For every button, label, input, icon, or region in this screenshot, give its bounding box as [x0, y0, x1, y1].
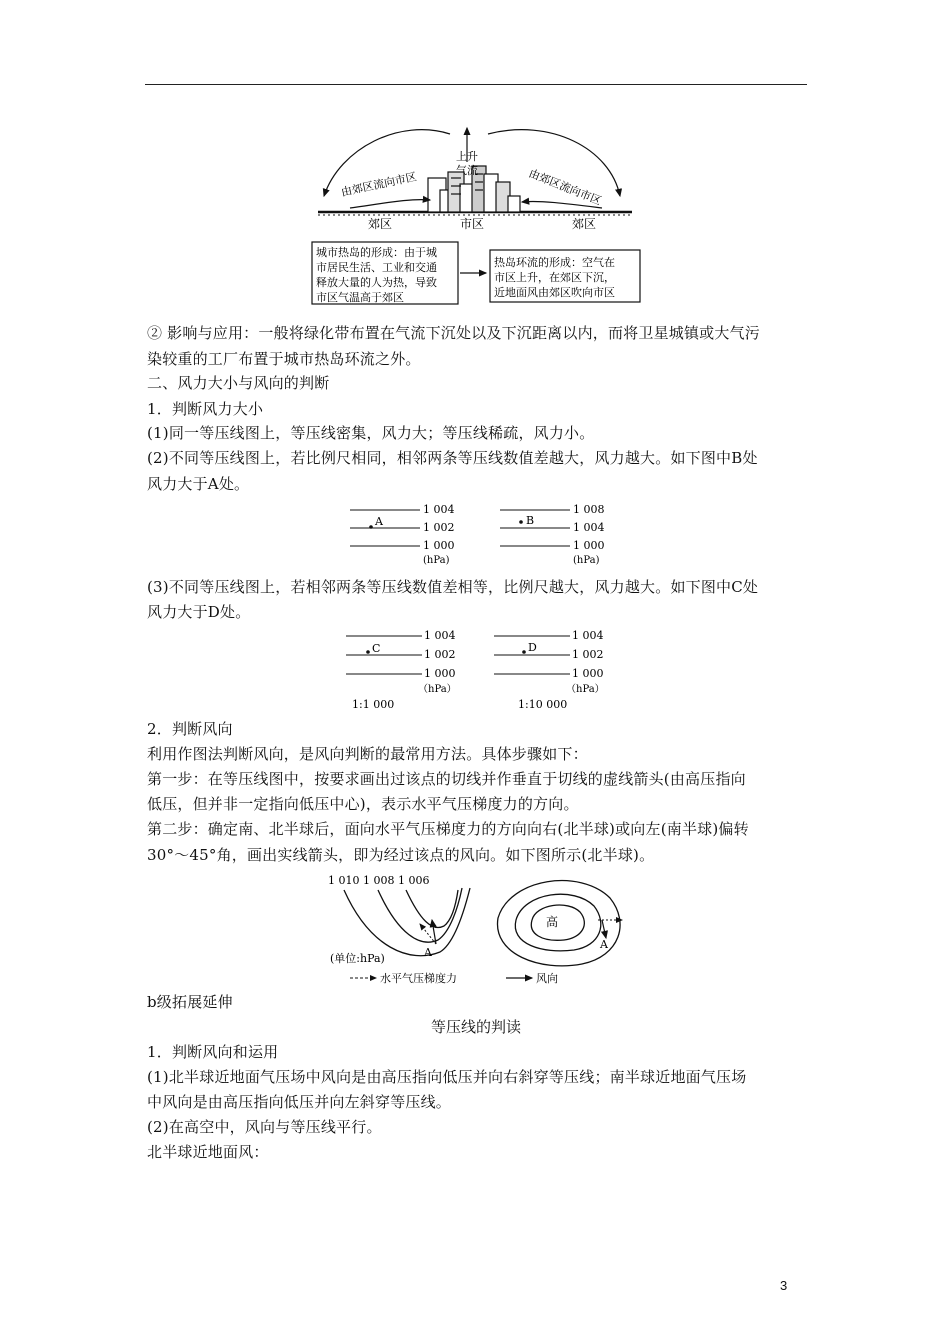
header-rule	[145, 84, 807, 85]
isobar-value: 1 008	[573, 503, 605, 516]
step-2-line-2: 30°～45°角，画出实线箭头，即为经过该点的风向。如下图所示(北半球)。	[147, 846, 655, 864]
point-d-label: D	[528, 641, 537, 654]
ground-right-label: 郊区	[572, 217, 597, 231]
paragraph-b1-b: 中风向是由高压指向低压并向左斜穿等压线。	[147, 1093, 452, 1111]
ground-center-label: 市区	[460, 217, 485, 231]
box-left-line: 市区气温高于郊区	[316, 291, 404, 304]
point-a-label-right: A	[600, 938, 608, 951]
box-left-line: 市居民生活、工业和交通	[316, 261, 437, 274]
isobar-value: 1 000	[572, 667, 604, 680]
point-a-dot	[369, 525, 373, 529]
paragraph-b2: (2)在高空中，风向与等压线平行。	[147, 1118, 382, 1136]
isobar-cd-figure	[340, 628, 630, 714]
box-left-line: 城市热岛的形成：由于城	[316, 246, 437, 259]
heat-island-figure	[310, 118, 650, 308]
point-c-label: C	[372, 642, 381, 655]
paragraph-1-3b: 风力大于D处。	[147, 603, 251, 621]
section-2-heading: 二、风力大小与风向的判断	[147, 374, 330, 392]
point-d-dot	[522, 650, 526, 654]
legend-gradient-label: 水平气压梯度力	[380, 972, 457, 985]
isobar-unit: (hPa)	[573, 555, 600, 566]
wind-direction-figure	[320, 868, 640, 988]
scale-label: 1:10 000	[518, 698, 568, 711]
isobar-unit: （hPa）	[418, 684, 457, 695]
isobar-reading-title: 等压线的判读	[430, 1018, 521, 1036]
subheading-wind-force: 1．判断风力大小	[147, 400, 264, 418]
isobar-ab-figure	[345, 500, 615, 568]
point-c-dot	[366, 650, 370, 654]
step-2-line-1: 第二步：确定南、北半球后，面向水平气压梯度力的方向向右(北半球)或向左(南半球)偏转	[147, 820, 749, 838]
influence-paragraph-1: ② 影响与应用：一般将绿化带布置在气流下沉处以及下沉距离以内，而将卫星城镇或大气污	[147, 324, 760, 342]
rise-label-1: 上升	[456, 150, 478, 163]
subheading-judge-wind: 1．判断风向和运用	[147, 1043, 279, 1061]
box-left-line: 释放大量的人为热，导致	[316, 276, 437, 289]
box-right-line: 市区上升，在郊区下沉，	[494, 271, 615, 284]
paragraph-1-1: (1)同一等压线图上，等压线密集，风力大；等压线稀疏，风力小。	[147, 424, 595, 442]
isobar-unit: (hPa)	[423, 555, 450, 566]
isobar-value: 1 002	[424, 648, 456, 661]
point-b-label: B	[526, 514, 535, 527]
rise-label-2: 气流	[456, 164, 478, 177]
isobar-value: 1 004	[572, 629, 604, 642]
left-flow-label: 由郊区流向市区	[339, 170, 418, 199]
paragraph-2-intro: 利用作图法判断风向，是风向判断的最常用方法。具体步骤如下：	[147, 745, 588, 763]
point-a-label: A	[375, 515, 383, 528]
isobar-value: 1 000	[424, 667, 456, 680]
left-isobar-values: 1 010 1 008 1 006	[328, 874, 430, 887]
step-1-line-1: 第一步：在等压线图中，按要求画出过该点的切线并作垂直于切线的虚线箭头(由高压指向	[147, 770, 746, 788]
paragraph-1-2b: 风力大于A处。	[147, 475, 250, 493]
paragraph-1-2a: (2)不同等压线图上，若比例尺相同，相邻两条等压线数值差越大，风力越大。如下图中B处	[147, 449, 758, 467]
isobar-unit: （hPa）	[566, 684, 605, 695]
subheading-wind-direction: 2．判断风向	[147, 720, 233, 738]
unit-label: (单位:hPa)	[330, 952, 385, 965]
page-number: 3	[780, 1278, 788, 1293]
box-right-line: 近地面风由郊区吹向市区	[494, 286, 615, 299]
isobar-value: 1 004	[424, 629, 456, 642]
isobar-value: 1 002	[423, 521, 455, 534]
legend-wind-label: 风向	[536, 972, 558, 985]
paragraph-b3: 北半球近地面风：	[147, 1143, 269, 1161]
box-right-line: 热岛环流的形成：空气在	[494, 256, 615, 269]
isobar-value: 1 002	[572, 648, 604, 661]
b-level-heading: b级拓展延伸	[147, 993, 233, 1011]
isobar-value: 1 000	[573, 539, 605, 552]
high-pressure-label: 高	[546, 915, 559, 929]
point-a-label-left: A	[424, 946, 432, 959]
paragraph-1-3a: (3)不同等压线图上，若相邻两条等压线数值差相等，比例尺越大，风力越大。如下图中C处	[147, 578, 759, 596]
point-b-dot	[519, 520, 523, 524]
right-flow-label: 由郊区流向市区	[526, 166, 604, 208]
isobar-value: 1 004	[573, 521, 605, 534]
isobar-value: 1 000	[423, 539, 455, 552]
influence-paragraph-2: 染较重的工厂布置于城市热岛环流之外。	[147, 350, 421, 368]
paragraph-b1-a: (1)北半球近地面气压场中风向是由高压指向低压并向右斜穿等压线；南半球近地面气压场	[147, 1068, 747, 1086]
isobar-value: 1 004	[423, 503, 455, 516]
step-1-line-2: 低压，但并非一定指向低压中心)，表示水平气压梯度力的方向。	[147, 795, 579, 813]
scale-label: 1:1 000	[352, 698, 395, 711]
ground-left-label: 郊区	[368, 217, 393, 231]
